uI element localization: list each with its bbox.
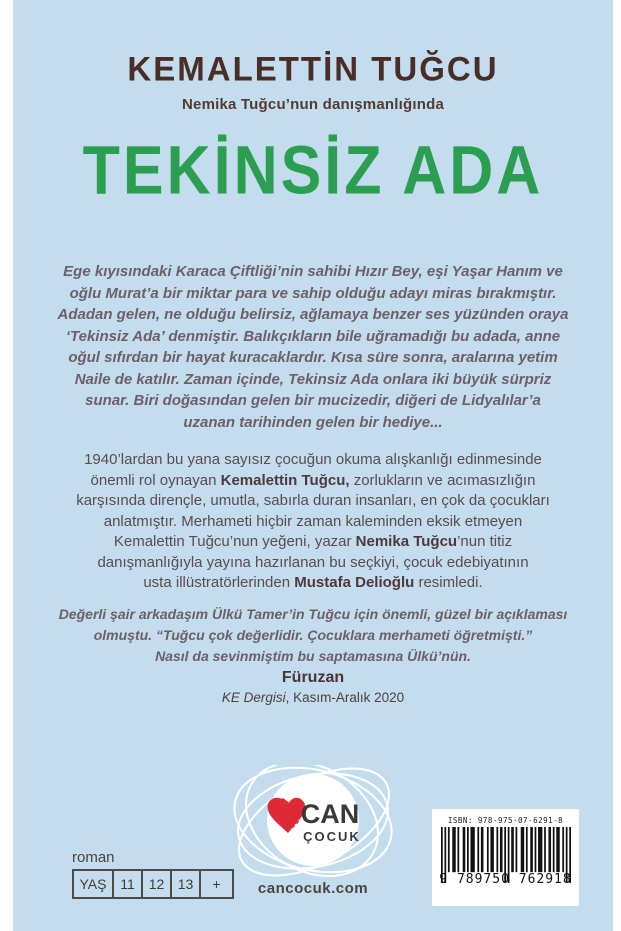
about-line: anlatmıştır. Merhameti hiçbir zaman kaleminden eksik etmeyen xyxy=(103,512,523,530)
synopsis-line: Ege kıyısındaki Karaca Çiftliği’nin sahibi Hızır Bey, eşi Yaşar Hanım ve xyxy=(63,263,563,280)
author-name: KEMALETTİN TUĞCU xyxy=(127,49,499,88)
about-line: danışmanlığıyla yayına hazırlanan bu seçkiyi, çocuk edebiyatının xyxy=(97,553,529,571)
synopsis-line: Naile de katılır. Zaman içinde, Tekinsiz Ada onlara iki büyük sürpriz xyxy=(74,370,552,388)
quote-attribution: Füruzan xyxy=(281,669,345,686)
quote-line: olmuştu. “Tuğcu çok değerlidir. Çocuklara merhameti öğretmişti.” xyxy=(93,627,533,643)
isbn-label: ISBN: 978-975-07-6291-8 xyxy=(447,816,564,825)
synopsis-line: sunar. Biri doğasından gelen bir mucizedir, diğeri de Lidyalılar’a xyxy=(85,392,541,409)
synopsis-paragraph xyxy=(13,261,613,433)
consultant-note: Nemika Tuğcu’nun danışmanlığında xyxy=(182,96,444,113)
book-title: TEKİNSİZ ADA xyxy=(82,132,544,209)
about-author-paragraph xyxy=(13,450,613,594)
about-line: usta illüstratörlerinden Mustafa Delioğlu resimledi. xyxy=(143,574,483,591)
quote-source: KE Dergisi, Kasım-Aralık 2020 xyxy=(221,690,405,705)
age-table-cell: 11 xyxy=(112,869,143,899)
can-cocuk-logo-icon xyxy=(226,765,401,880)
age-table-header: YAŞ xyxy=(72,869,114,899)
synopsis-line: uzanan tarihinden gelen bir hediye... xyxy=(183,413,443,431)
barcode-number: 9 789750 762918 xyxy=(439,872,572,887)
age-table-cell: 12 xyxy=(141,869,172,899)
quote-line: Nasıl da sevinmiştim bu saptamasına Ülkü’nün. xyxy=(155,648,471,664)
barcode-panel xyxy=(432,809,579,906)
about-line: karşısında dirençle, umutla, sabırla duran insanları, en çok da çocukları xyxy=(76,492,550,509)
age-rating-table xyxy=(72,869,234,899)
about-line: Kemalettin Tuğcu’nun yeğeni, yazar Nemika Tuğcu’nun titiz xyxy=(113,533,513,550)
genre-label: roman xyxy=(72,849,115,866)
publisher-website: cancocuk.com xyxy=(257,880,369,897)
synopsis-line: oğlu Murat’a bir miktar para ve sahip olduğu adayı miras bırakmıştır. xyxy=(69,284,557,302)
age-table-cell: 13 xyxy=(170,869,201,899)
age-table-cell: + xyxy=(199,869,234,899)
quote-paragraph xyxy=(13,604,613,667)
synopsis-line: oğul sıfırdan bir hayat kuracaklardır. Kısa süre sonra, aralarına yetim xyxy=(68,349,558,366)
about-line: önemli rol oynayan Kemalettin Tuğcu, zorlukların ve acımasızlığın xyxy=(90,471,536,489)
logo-text-cocuk: ÇOCUK xyxy=(302,829,361,844)
logo-text-can: CAN xyxy=(300,799,359,829)
about-line: 1940’lardan bu yana sayısız çocuğun okuma alışkanlığı edinmesinde xyxy=(84,451,542,468)
synopsis-line: Adadan gelen, ne olduğu belirsiz, ağlamaya benzer ses yüzünden oraya xyxy=(57,306,569,323)
quote-line: Değerli şair arkadaşım Ülkü Tamer’in Tuğcu için önemli, güzel bir açıklaması xyxy=(58,606,568,622)
synopsis-line: ‘Tekinsiz Ada’ denmiştir. Balıkçıkların bile uğramadığı bu adada, anne xyxy=(65,327,561,345)
